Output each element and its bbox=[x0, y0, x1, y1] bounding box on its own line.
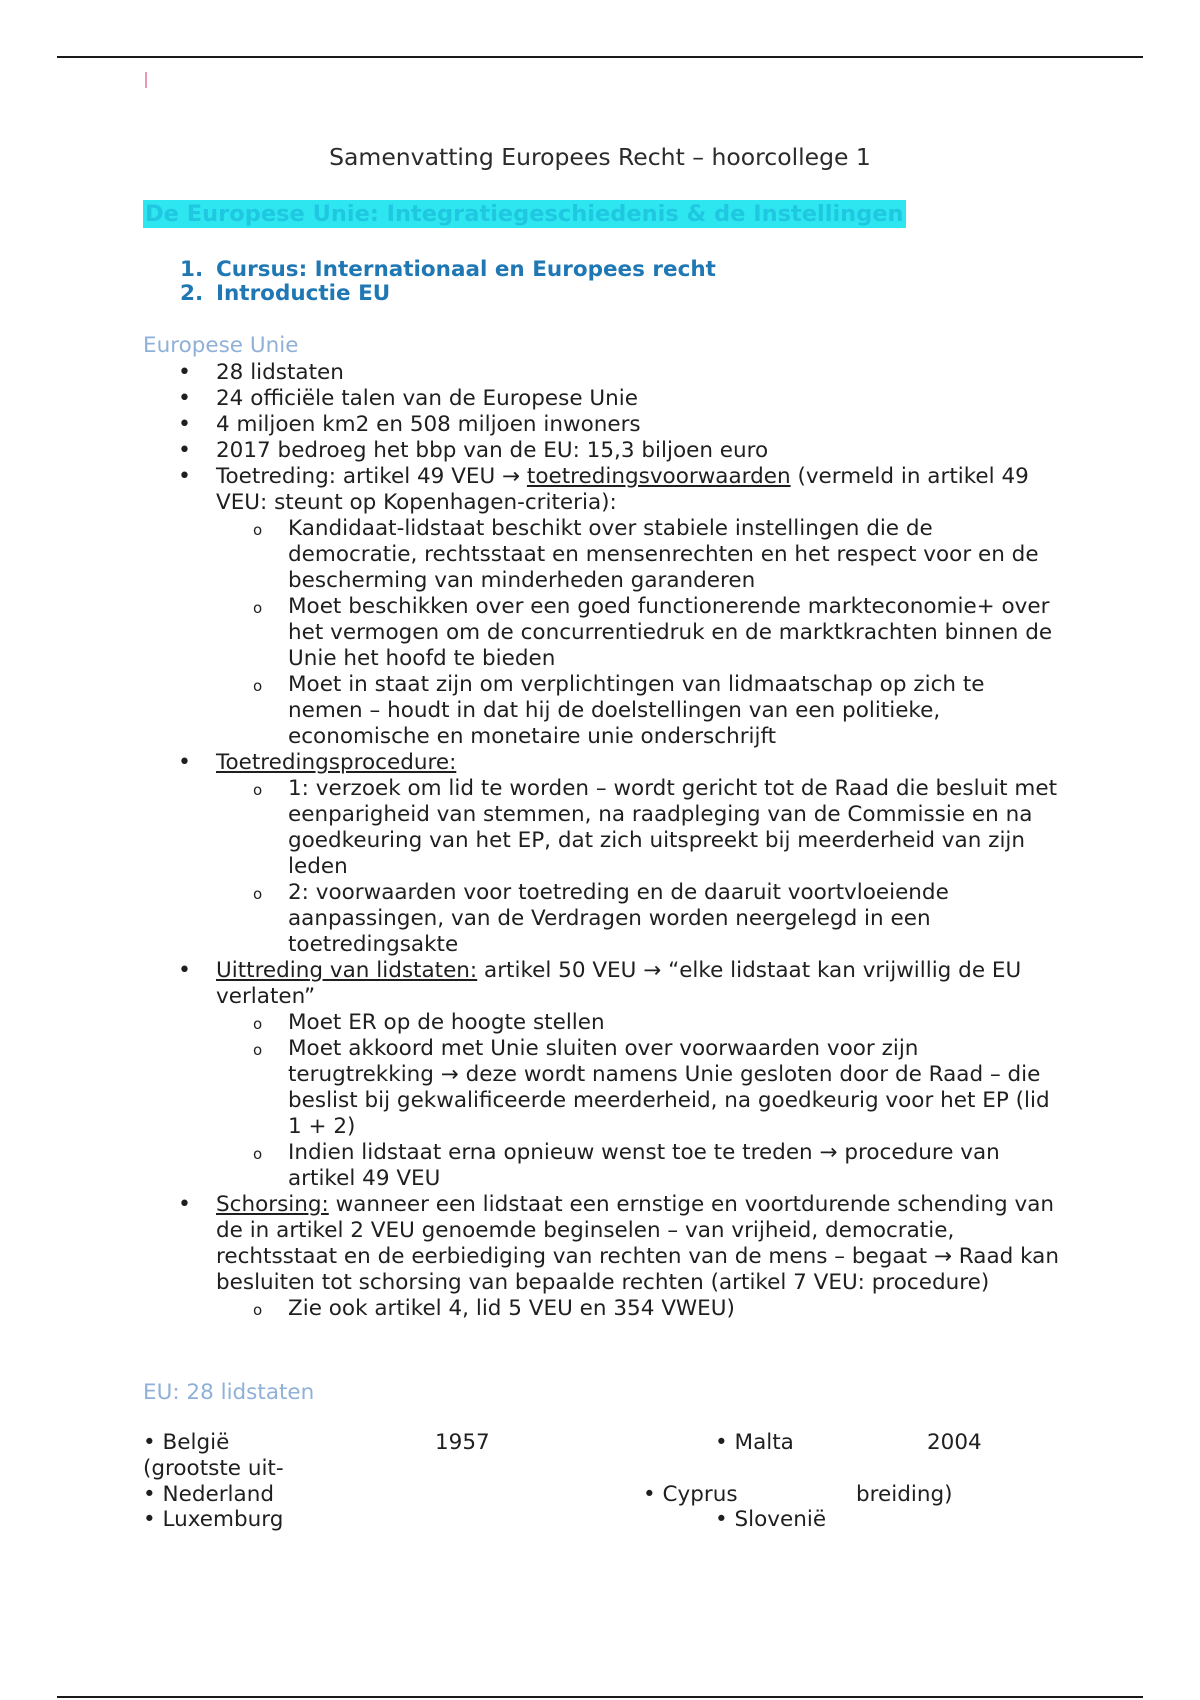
document-title: Samenvatting Europees Recht – hoorcollege 1 bbox=[329, 143, 871, 171]
bullet-item: • 2017 bedroeg het bbp van de EU: 15,3 biljoen euro bbox=[143, 438, 1063, 464]
underlined-term: Schorsing: bbox=[216, 1192, 329, 1217]
section-heading-lidstaten: EU: 28 lidstaten bbox=[143, 1380, 315, 1405]
eu-bullet-list bbox=[143, 360, 1063, 1322]
bullet-item-uittreding bbox=[143, 958, 1063, 1010]
text-cursor-mark bbox=[145, 72, 147, 88]
top-rule bbox=[57, 56, 1143, 58]
toc-item bbox=[180, 258, 716, 282]
bullet-item: • 4 miljoen km2 en 508 miljoen inwoners bbox=[143, 412, 1063, 438]
bullet-text: artikel 50 VEU → “elke lidstaat kan vrijwillig de EU verlaten” bbox=[216, 958, 1022, 1009]
sub-bullet-item: o Moet beschikken over een goed functionerende markteconomie+ over het vermogen om de concurrentiedruk en de marktkrachten binnen de Unie het hoofd te bieden bbox=[143, 594, 1063, 672]
accession-year: 2004 bbox=[927, 1430, 982, 1455]
state-entry: • Luxemburg bbox=[143, 1507, 284, 1532]
bullet-item-schorsing bbox=[143, 1192, 1063, 1296]
bullet-text: (vermeld in artikel 49 VEU: steunt op Kopenhagen-criteria): bbox=[216, 464, 1029, 515]
state-entry: • België bbox=[143, 1430, 230, 1455]
sub-bullet-item: o Moet in staat zijn om verplichtingen van lidmaatschap op zich te nemen – houdt in dat hij de doelstellingen van een politieke, economische en monetaire unie onderschrijft bbox=[143, 672, 1063, 750]
highlighted-heading: De Europese Unie: Integratiegeschiedenis & de Instellingen bbox=[145, 201, 904, 227]
bullet-text: Toetreding: artikel 49 VEU → bbox=[216, 464, 527, 489]
sub-bullet-item: o Moet ER op de hoogte stellen bbox=[143, 1010, 1063, 1036]
sub-bullet-item: o 2: voorwaarden voor toetreding en de daaruit voortvloeiende aanpassingen, van de Verdragen worden neergelegd in een toetredingsakte bbox=[143, 880, 1063, 958]
member-states-table bbox=[143, 1430, 1063, 1540]
bullet-item-procedure bbox=[143, 750, 1063, 776]
bullet-text: wanneer een lidstaat een ernstige en voortdurende schending van de in artikel 2 VEU genoemde beginselen – van vrijheid, democratie, rechtsstaat en de eerbiediging van rechten van de mens – begaat → Raad kan besluiten tot schorsing van bepaalde rechten (artikel 7 VEU: procedure) bbox=[216, 1192, 1059, 1295]
sub-bullet-item: o Kandidaat-lidstaat beschikt over stabiele instellingen die de democratie, rechtsstaat en mensenrechten en het respect voor en de bescherming van minderheden garanderen bbox=[143, 516, 1063, 594]
underlined-term: Toetredingsprocedure: bbox=[216, 750, 457, 775]
state-entry: • Malta bbox=[715, 1430, 794, 1455]
underlined-term: Uittreding van lidstaten: bbox=[216, 958, 478, 983]
sub-bullet-item: o Zie ook artikel 4, lid 5 VEU en 354 VWEU) bbox=[143, 1296, 1063, 1322]
sub-bullet-item: o Indien lidstaat erna opnieuw wenst toe te treden → procedure van artikel 49 VEU bbox=[143, 1140, 1063, 1192]
state-note: (grootste uit- bbox=[143, 1456, 284, 1481]
bullet-item: • 28 lidstaten bbox=[143, 360, 1063, 386]
state-entry: • Cyprus bbox=[643, 1482, 738, 1507]
section-heading-europese-unie: Europese Unie bbox=[143, 333, 299, 358]
table-of-contents bbox=[180, 258, 716, 306]
sub-bullet-item: o Moet akkoord met Unie sluiten over voorwaarden voor zijn terugtrekking → deze wordt namens Unie gesloten door de Raad – die beslist bij gekwalificeerde meerderheid, na goedkeurig voor het EP (lid 1 + 2) bbox=[143, 1036, 1063, 1140]
toc-number: 1. bbox=[180, 257, 204, 282]
bottom-rule bbox=[57, 1696, 1143, 1698]
accession-year: 1957 bbox=[435, 1430, 490, 1455]
toc-number: 2. bbox=[180, 281, 204, 306]
bullet-item-toetreding bbox=[143, 464, 1063, 516]
state-entry: • Slovenië bbox=[715, 1507, 827, 1532]
bullet-item: • 24 officiële talen van de Europese Unie bbox=[143, 386, 1063, 412]
toc-item bbox=[180, 282, 716, 306]
toc-label: Cursus: Internationaal en Europees recht bbox=[216, 257, 716, 282]
state-entry: • Nederland bbox=[143, 1482, 274, 1507]
underlined-term: toetredingsvoorwaarden bbox=[526, 464, 791, 489]
state-note: breiding) bbox=[856, 1482, 953, 1507]
sub-bullet-item: o 1: verzoek om lid te worden – wordt gericht tot de Raad die besluit met eenparigheid van stemmen, na raadpleging van de Commissie en na goedkeuring van het EP, dat zich uitspreekt bij meerderheid van zijn leden bbox=[143, 776, 1063, 880]
toc-label: Introductie EU bbox=[216, 281, 391, 306]
